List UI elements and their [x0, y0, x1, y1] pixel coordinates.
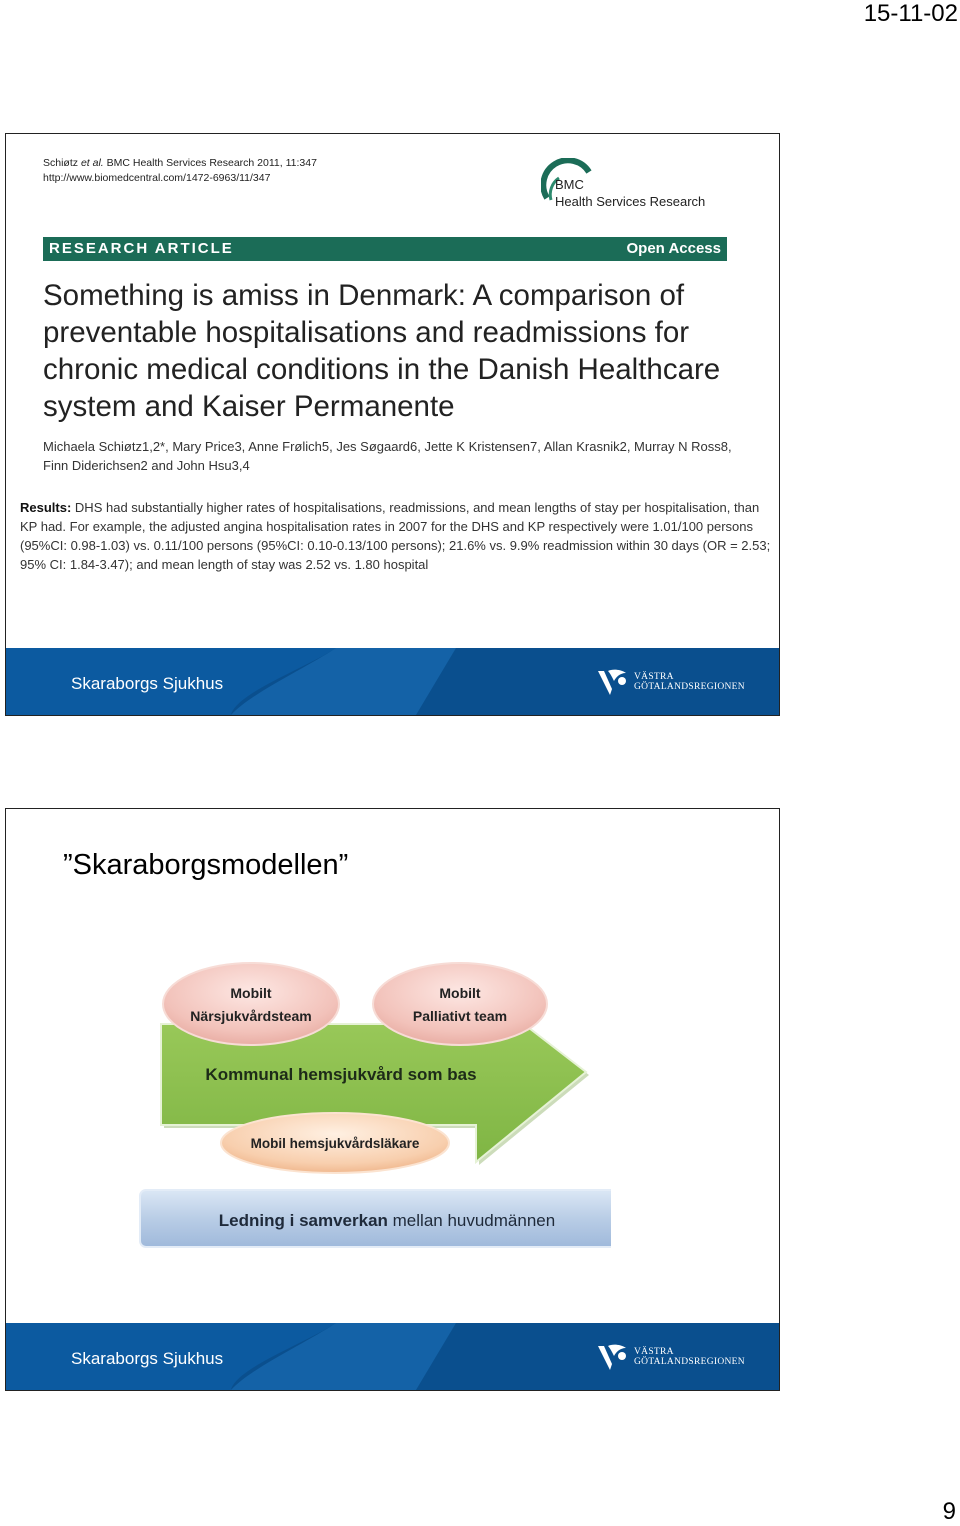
- vgr-logo-icon: [598, 667, 630, 697]
- region-line2: GÖTALANDSREGIONEN: [634, 1357, 745, 1367]
- vgr-logo: [598, 665, 745, 699]
- citation-journal: BMC Health Services Research 2011, 11:347: [106, 157, 317, 169]
- region-line1: VÄSTRA: [634, 672, 674, 682]
- results-text: DHS had substantially higher rates of hospitalisations, readmissions, and mean lengths of stay per hospitalisation, than KP had. For example, the adjusted angina hospitalisation rates in 2007 for the DHS and KP respectively were 1.01/100 persons (95%CI: 0.98-1.03) vs. 0.11/100 persons (95%CI: 0.10-0.13/100 persons); 21.6% vs. 9.9% readmission within 30 days (OR = 2.53; 95% CI: 1.84-3.47); and mean length of stay was 2.52 vs. 1.80 hospital: [20, 500, 771, 572]
- citation-url: http://www.biomedcentral.com/1472-6963/11/347: [43, 172, 271, 184]
- arrow-label: Kommunal hemsjukvård som bas: [205, 1065, 477, 1084]
- open-access-label: Open Access: [626, 240, 721, 257]
- footer-hospital-name: Skaraborgs Sjukhus: [71, 674, 224, 693]
- footer-hospital-name: Skaraborgs Sjukhus: [71, 1349, 224, 1368]
- citation-authors: Schiøtz: [43, 157, 79, 169]
- bmc-logo-line2: Health Services Research: [555, 194, 706, 209]
- skaraborg-model-diagram: [131, 947, 611, 1252]
- article-citation: [43, 156, 317, 186]
- region-line1: VÄSTRA: [634, 1347, 674, 1357]
- oval2-line1: Mobilt: [439, 985, 481, 1001]
- oval-palliativt-team: [373, 963, 547, 1045]
- date-header: 15-11-02: [863, 0, 958, 27]
- leadership-bar-bold: Ledning i samverkan: [218, 1211, 388, 1230]
- slide-title: ”Skaraborgsmodellen”: [63, 849, 349, 881]
- article-results: [20, 498, 775, 574]
- bmc-logo-line1: BMC: [555, 177, 584, 192]
- slide-footer: [6, 1323, 779, 1390]
- slide-2: [5, 808, 780, 1391]
- leadership-bar-rest: mellan huvudmännen: [387, 1211, 556, 1230]
- slide-footer: [6, 648, 779, 715]
- oval1-line2: Närsjukvårdsteam: [190, 1008, 312, 1024]
- oval-narsjukvardsteam: [163, 963, 339, 1045]
- slide-1: [5, 133, 780, 716]
- bmc-logo: [541, 158, 706, 213]
- oval1-line1: Mobilt: [230, 985, 272, 1001]
- vgr-logo: [598, 1340, 745, 1374]
- oval3-text: Mobil hemsjukvårdsläkare: [250, 1136, 420, 1151]
- page-number: 9: [942, 1498, 956, 1525]
- results-label: Results:: [20, 500, 72, 515]
- citation-etal: et al.: [80, 157, 104, 169]
- article-title: Something is amiss in Denmark: A comparison of preventable hospitalisations and readmissions for chronic medical conditions in the Danish Healthcare system and Kaiser Permanente: [43, 279, 721, 423]
- leadership-bar-text: [219, 1211, 555, 1230]
- research-article-label: RESEARCH ARTICLE: [49, 240, 234, 257]
- research-article-bar: [43, 237, 727, 261]
- article-authors: Michaela Schiøtz1,2*, Mary Price3, Anne Frølich5, Jes Søgaard6, Jette K Kristensen7, Allan Krasnik2, Murray N Ross8, Finn Diderichsen2 and John Hsu3,4: [43, 439, 732, 473]
- vgr-logo-icon: [598, 1342, 630, 1372]
- region-line2: GÖTALANDSREGIONEN: [634, 682, 745, 692]
- oval2-line2: Palliativt team: [412, 1008, 508, 1024]
